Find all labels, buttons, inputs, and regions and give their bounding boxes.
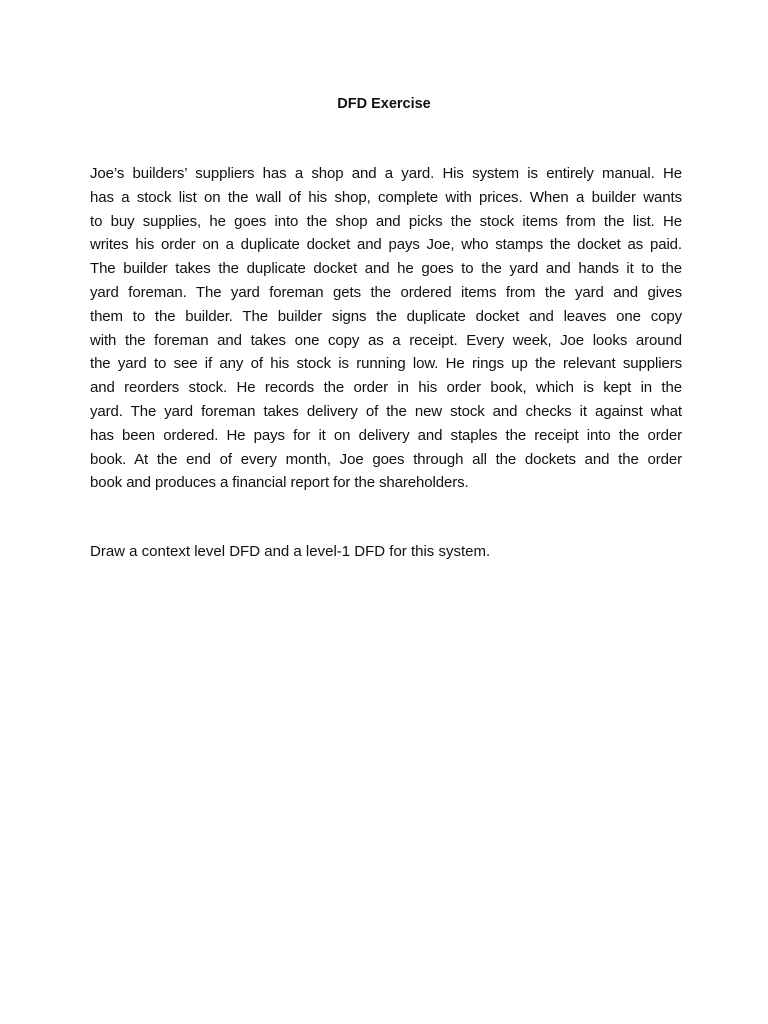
paragraph-line: with the foreman and takes one copy as a receipt. Every week, Joe looks around [90,331,682,349]
paragraph-line: writes his order on a duplicate docket and pays Joe, who stamps the docket as paid. [90,236,682,254]
paragraph-line: them to the builder. The builder signs the duplicate docket and leaves one copy [90,307,682,325]
exercise-paragraph [90,162,682,495]
paragraph-line: Joe’s builders’ suppliers has a shop and a yard. His system is entirely manual. He [90,165,682,182]
paragraph-line: yard. The yard foreman takes delivery of the new stock and checks it against what [90,402,682,420]
paragraph-line: and reorders stock. He records the order in his order book, which is kept in the [90,379,682,397]
paragraph-line: yard foreman. The yard foreman gets the ordered items from the yard and gives [90,283,682,301]
paragraph-line: The builder takes the duplicate docket and he goes to the yard and hands it to the [90,260,682,278]
document-title: DFD Exercise [337,96,431,112]
paragraph-line: book. At the end of every month, Joe goes through all the dockets and the order [90,450,682,468]
paragraph-line: to buy supplies, he goes into the shop and picks the stock items from the list. He [90,212,682,230]
paragraph-line: the yard to see if any of his stock is running low. He rings up the relevant suppliers [90,355,682,373]
paragraph-line: has been ordered. He pays for it on delivery and staples the receipt into the order [90,426,682,444]
paragraph-line: book and produces a financial report for the shareholders. [90,474,469,492]
exercise-instruction: Draw a context level DFD and a level-1 DFD for this system. [90,543,491,560]
paragraph-line: has a stock list on the wall of his shop, complete with prices. When a builder wants [90,188,682,206]
